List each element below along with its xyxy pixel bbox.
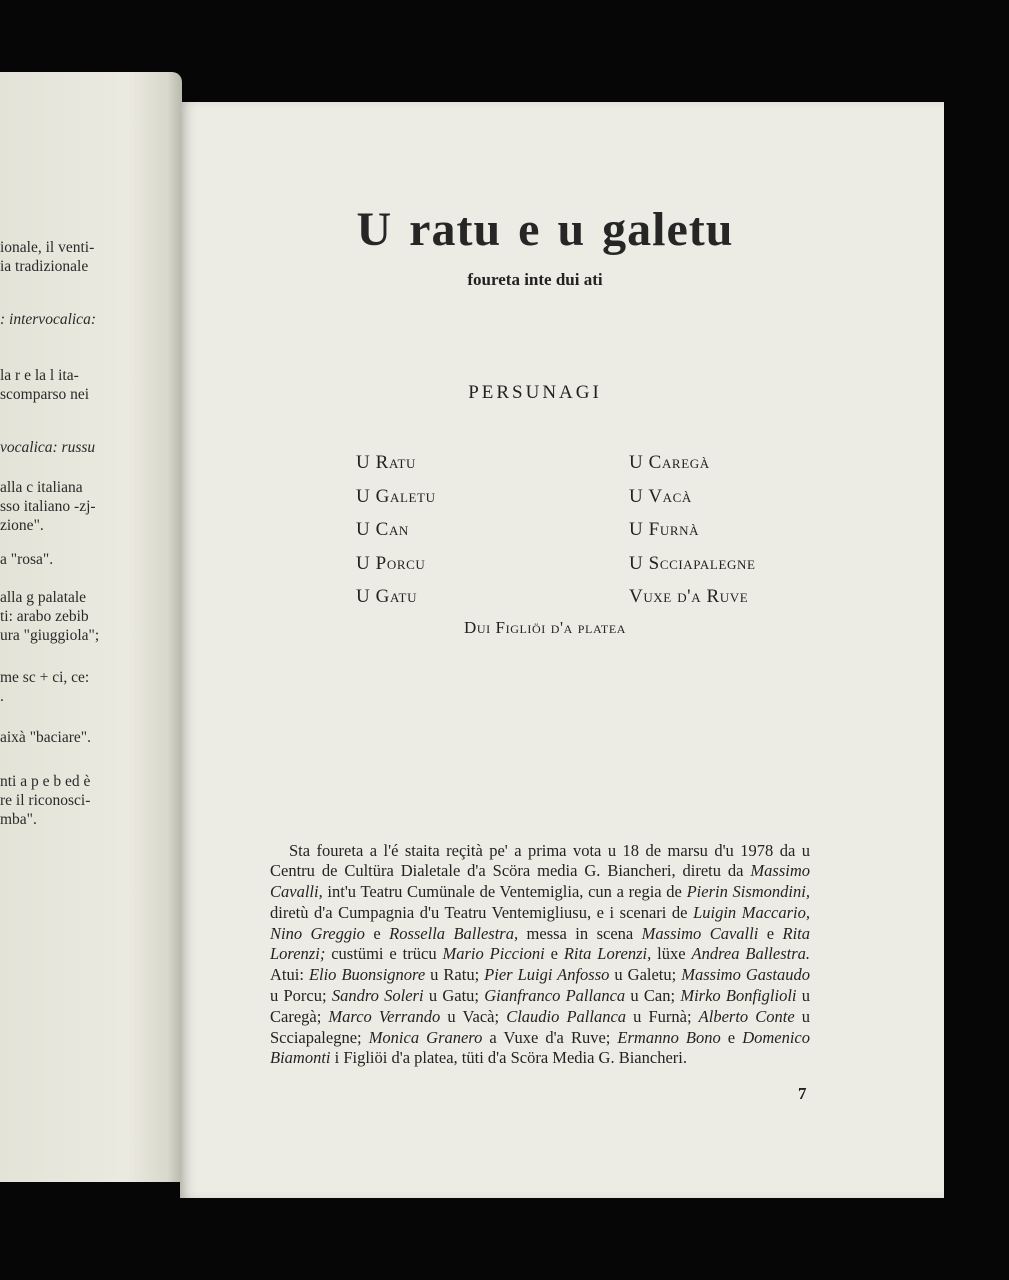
notes-text: i Figliöi d'a platea, tüti d'a Scöra Media G. Biancheri. [330,1048,687,1068]
left-page-line: vocalica: russu [0,439,96,456]
person-name: Alberto Conte [698,1006,795,1026]
notes-text: u Furnà; [626,1006,699,1026]
cast-name: U Scciapalegne [629,552,756,574]
notes-text: lüxe [651,944,692,964]
notes-text: e [544,944,564,964]
left-page-line: aixà "baciare". [0,729,91,746]
notes-text: u Caregà; [270,986,810,1026]
notes-text: u Scciapalegne; [270,1006,811,1047]
left-page-line: . [0,688,4,705]
left-page-line: scomparso nei [0,386,90,403]
person-name: Massimo Cavalli, [270,861,810,902]
cast-name: U Ratu [356,452,417,473]
notes-text: e [758,923,783,943]
notes-text: u Porcu; [270,986,332,1006]
cast-name: U Vacà [629,485,692,507]
cast-name: U Porcu [356,552,426,574]
left-page-line: zione". [0,517,44,534]
person-name: Rossella Ballestra, [389,923,519,943]
person-name: Domenico Biamonti [270,1027,811,1068]
notes-text: u Ratu; [425,965,485,985]
right-page [180,102,944,1198]
notes-text: u Can; [625,986,681,1006]
cast-extra: Dui Figliöi d'a platea [463,618,627,637]
left-page-line: ti: arabo zebib [0,608,89,625]
cast-name: U Gatu [356,586,418,608]
notes-text: u Vacà; [440,1006,507,1026]
person-name: Marco Verrando [328,1006,441,1026]
person-name: Andrea Ballestra. [691,944,810,964]
cast-name: Vuxe d'a Ruve [629,586,749,608]
cast-name: U Galetu [356,485,436,507]
person-name: Rita Lorenzi; [270,923,810,964]
cast-heading: PERSUNAGI [468,382,602,403]
left-page-line: nti a p e b ed è [0,773,91,790]
left-page-line: ia tradizionale [0,258,89,275]
cast-list-right [629,450,756,618]
notes-text: e [364,923,390,943]
person-name: Massimo Gastaudo [681,965,810,985]
person-name: Mario Piccioni [442,944,545,964]
person-name: Massimo Cavalli [641,923,759,943]
left-page-line: mba". [0,811,37,828]
left-page-line: ura "giuggiola"; [0,627,100,644]
cast-name: U Furnà [629,519,700,541]
play-title: U ratu e u galetu [356,203,734,256]
left-page-line: me sc + ci, ce: [0,669,90,686]
notes-text: diretù d'a Cumpagnia d'u Teatru Ventemigliusu, e i scenari de [270,902,694,922]
notes-text: messa in scena [518,923,642,943]
left-page-line: sso italiano -zj- [0,498,96,515]
cast-name: U Can [356,519,409,541]
person-name: Mirko Bonfiglioli [680,986,797,1006]
person-name: Pierin Sismondini, [686,882,810,902]
person-name: Gianfranco Pallanca [484,986,626,1006]
person-name: Luigin Maccario, Nino Greggio [270,902,810,943]
cast-list-left [356,450,436,618]
left-page-line: : intervocalica: [0,311,96,328]
person-name: Pier Luigi Anfosso [484,965,610,985]
notes-text: u Galetu; [609,965,682,985]
notes-text: Atui: [270,965,309,985]
page-number: 7 [798,1084,807,1103]
person-name: Ermanno Bono [617,1027,721,1047]
notes-text: custümi e trücu [325,944,443,964]
left-page-line: alla c italiana [0,479,83,496]
cast-name: U Caregà [629,452,710,473]
person-name: Claudio Pallanca [506,1006,627,1026]
notes-text: Sta foureta a l'é staita reçità pe' a prima vota u 18 de marsu d'u 1978 da u Centru de Cultüra Dialetale d'a Scöra media G. Biancheri, diretu da [270,840,810,881]
person-name: Sandro Soleri [331,986,424,1006]
person-name: Elio Buonsignore [308,965,426,985]
play-subtitle: foureta inte dui ati [467,270,603,289]
notes-text: u Gatu; [423,986,485,1006]
left-page [0,72,182,1182]
left-page-line: la r e la l ita- [0,367,79,384]
left-page-line: ionale, il venti- [0,239,95,256]
notes-text: int'u Teatru Cumünale de Ventemiglia, cun a regia de [322,882,687,902]
person-name: Monica Granero [368,1027,483,1047]
left-page-line: re il riconosci- [0,792,91,809]
left-page-line: a "rosa". [0,551,54,568]
notes-text: a Vuxe d'a Ruve; [482,1027,618,1047]
notes-text: e [720,1027,743,1047]
person-name: Rita Lorenzi, [563,944,652,964]
production-notes [270,841,810,1070]
left-page-line: alla g palatale [0,589,87,606]
